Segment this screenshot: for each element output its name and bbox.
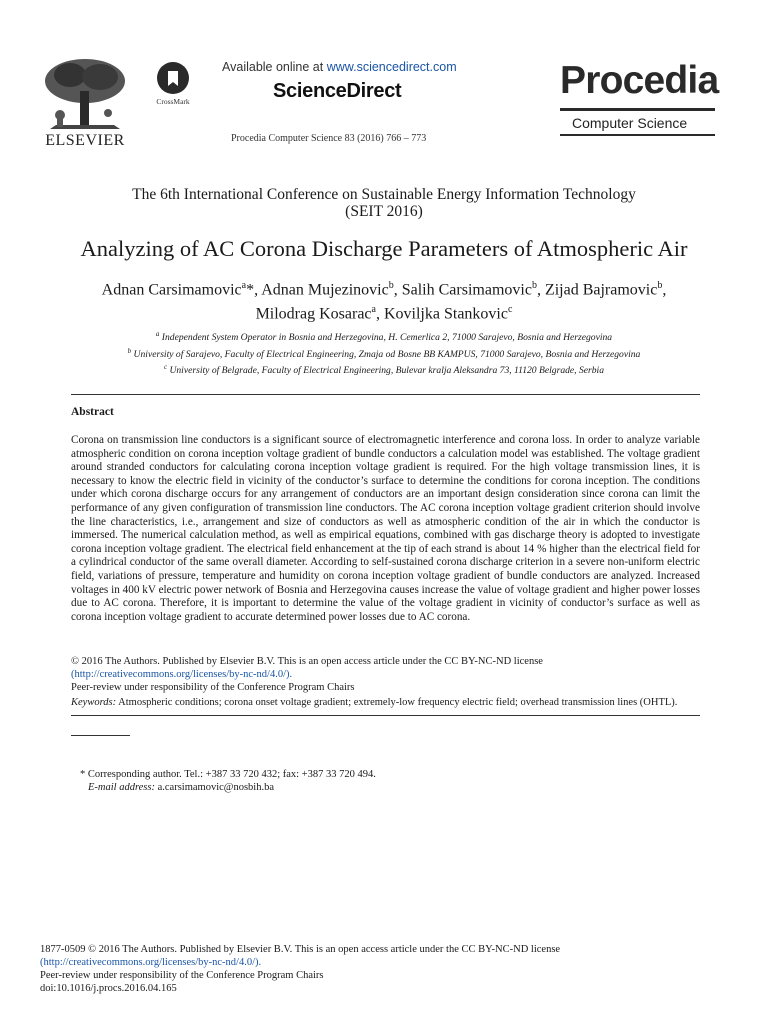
author-name: Milodrag Kosarac — [255, 305, 372, 323]
author-name: Adnan Mujezinovic — [261, 281, 389, 299]
abstract-body: Corona on transmission line conductors is a significant source of electromagnetic interference and corona loss. In order to analyze variable atmospheric condition on corona inception voltage gradient of bundle conductors a calculation model was established. The voltage gradient around stranded conductors for calculating corona inception voltage gradient is required. For the high voltage transmission lines, it is necessary to know the electric field in vicinity of the conductor’s surface to determine the conditions for corona inception. The conditions under which corona discharge occurs for any arrangement of conductors are an important design consideration since corona can limit the performance of any given configuration of transmission line conductors. The AC corona inception voltage gradient criterion should involve the line characteristics, i.e., arrangement and size of conductors as well as atmospheric condition of the air in which the conductor is immersed. The numerical calculation method, as well as empirical equations, combined with gas discharge theory is adopted to investigate corona inception voltage gradient. The electrical field enhancement at the tip of each strand is about 14 % higher than the electrical field for a cylindrical conductor of the same overall diameter. According to self-sustained corona discharge criterion in a severe non-uniform electric field, variations of pressure, temperature and humidity on corona inception voltage gradient of bundle conductors are analyzed. Increased voltages in 400 kV electric power network of Bosnia and Herzegovina causes increase the value of voltage gradient and higher power losses due to AC corona. Therefore, it is important to determine the value of the voltage gradient in vicinity of conductor’s surface as well as corona inception voltage gradient to accurate determined power losses due to AC corona. — [71, 434, 700, 623]
author-name: Salih Carsimamovic — [401, 281, 532, 299]
license-text: © 2016 The Authors. Published by Elsevier B.V. This is an open access article under the CC BY-NC-ND license — [71, 656, 543, 667]
procedia-subtitle: Computer Science — [572, 115, 688, 131]
footer-license-link[interactable]: (http://creativecommons.org/licenses/by-nc-nd/4.0/). — [40, 957, 262, 968]
author-line-2: Milodrag Kosarac$^a$, Koviljka Stankovic$^c$ — [255, 304, 513, 323]
license-link[interactable]: (http://creativecommons.org/licenses/by-nc-nd/4.0/). — [71, 668, 293, 680]
abstract-heading: Abstract — [71, 406, 114, 418]
sciencedirect-wordmark: ScienceDirect — [273, 80, 402, 102]
author-list — [0, 276, 768, 325]
affiliations — [0, 328, 768, 378]
keywords-text: Atmospheric conditions; corona onset voltage gradient; extremely-low frequency electric field; overhead transmission lines (OHTL). — [116, 697, 678, 708]
email-address[interactable]: a.carsimamovic@nosbih.ba — [154, 782, 274, 793]
abstract-license — [71, 656, 543, 681]
crossmark-icon — [157, 62, 189, 94]
conference-line-2: (SEIT 2016) — [345, 203, 423, 220]
footer-peer-review: Peer-review under responsibility of the Conference Program Chairs — [40, 970, 324, 981]
procedia-logo — [560, 60, 730, 136]
procedia-rule — [560, 108, 715, 111]
procedia-rule-bottom — [560, 134, 715, 136]
email-label: E-mail address: — [88, 782, 155, 793]
conference-line-1: The 6th International Conference on Sustainable Energy Information Technology — [132, 186, 636, 203]
crossmark-label: CrossMark — [156, 97, 190, 106]
page-footer — [40, 943, 560, 995]
corresponding-author-footnote — [80, 768, 376, 794]
journal-reference: Procedia Computer Science 83 (2016) 766 – 773 — [231, 133, 427, 144]
peer-review-note: Peer-review under responsibility of the Conference Program Chairs — [71, 682, 355, 693]
sciencedirect-link[interactable]: www.sciencedirect.com — [326, 60, 457, 74]
author-name: Adnan Carsimamovic — [101, 281, 242, 299]
available-online: Available online at www.sciencedirect.com — [222, 60, 457, 74]
doi[interactable]: doi:10.1016/j.procs.2016.04.165 — [40, 983, 177, 994]
paper-title: Analyzing of AC Corona Discharge Parameters of Atmospheric Air — [80, 236, 688, 261]
affiliation-c: $^c$ University of Belgrade, Faculty of Electrical Engineering, Bulevar kralja Aleksandra 73, 11120 Belgrade, Serbia — [163, 363, 605, 377]
footnote-rule — [71, 735, 130, 736]
conference-name — [0, 186, 768, 220]
abstract-bottom-rule — [71, 715, 700, 716]
author-name: Zijad Bajramovic — [544, 281, 658, 299]
email-line — [80, 781, 376, 794]
affiliation-b: $^b$ University of Sarajevo, Faculty of Electrical Engineering, Zmaja od Bosne BB KAMPUS, 71000 Sarajevo, Bosnia and Herzegovina — [127, 346, 641, 360]
author-line-1: Adnan Carsimamovic$^a$*, Adnan Mujezinovic$^b$, Salih Carsimamovic$^b$, Zijad Bajramovic$^b$, — [101, 280, 667, 299]
crossmark-badge[interactable] — [148, 62, 198, 106]
affiliation-a: $^a$ Independent System Operator in Bosnia and Herzegovina, H. Cemerlica 2, 71000 Sarajevo, Bosnia and Herzegovina — [155, 330, 613, 344]
author-name: Koviljka Stankovic — [383, 305, 508, 323]
issn-line: 1877-0509 © 2016 The Authors. Published by Elsevier B.V. This is an open access article under the CC BY-NC-ND license — [40, 944, 561, 955]
publisher-name: ELSEVIER — [45, 132, 125, 149]
keywords — [71, 697, 677, 708]
procedia-title: Procedia — [560, 59, 719, 102]
abstract-top-rule — [71, 394, 700, 395]
keywords-label: Keywords: — [71, 697, 117, 708]
corresponding-author: * Corresponding author. Tel.: +387 33 720 432; fax: +387 33 720 494. — [80, 769, 376, 780]
